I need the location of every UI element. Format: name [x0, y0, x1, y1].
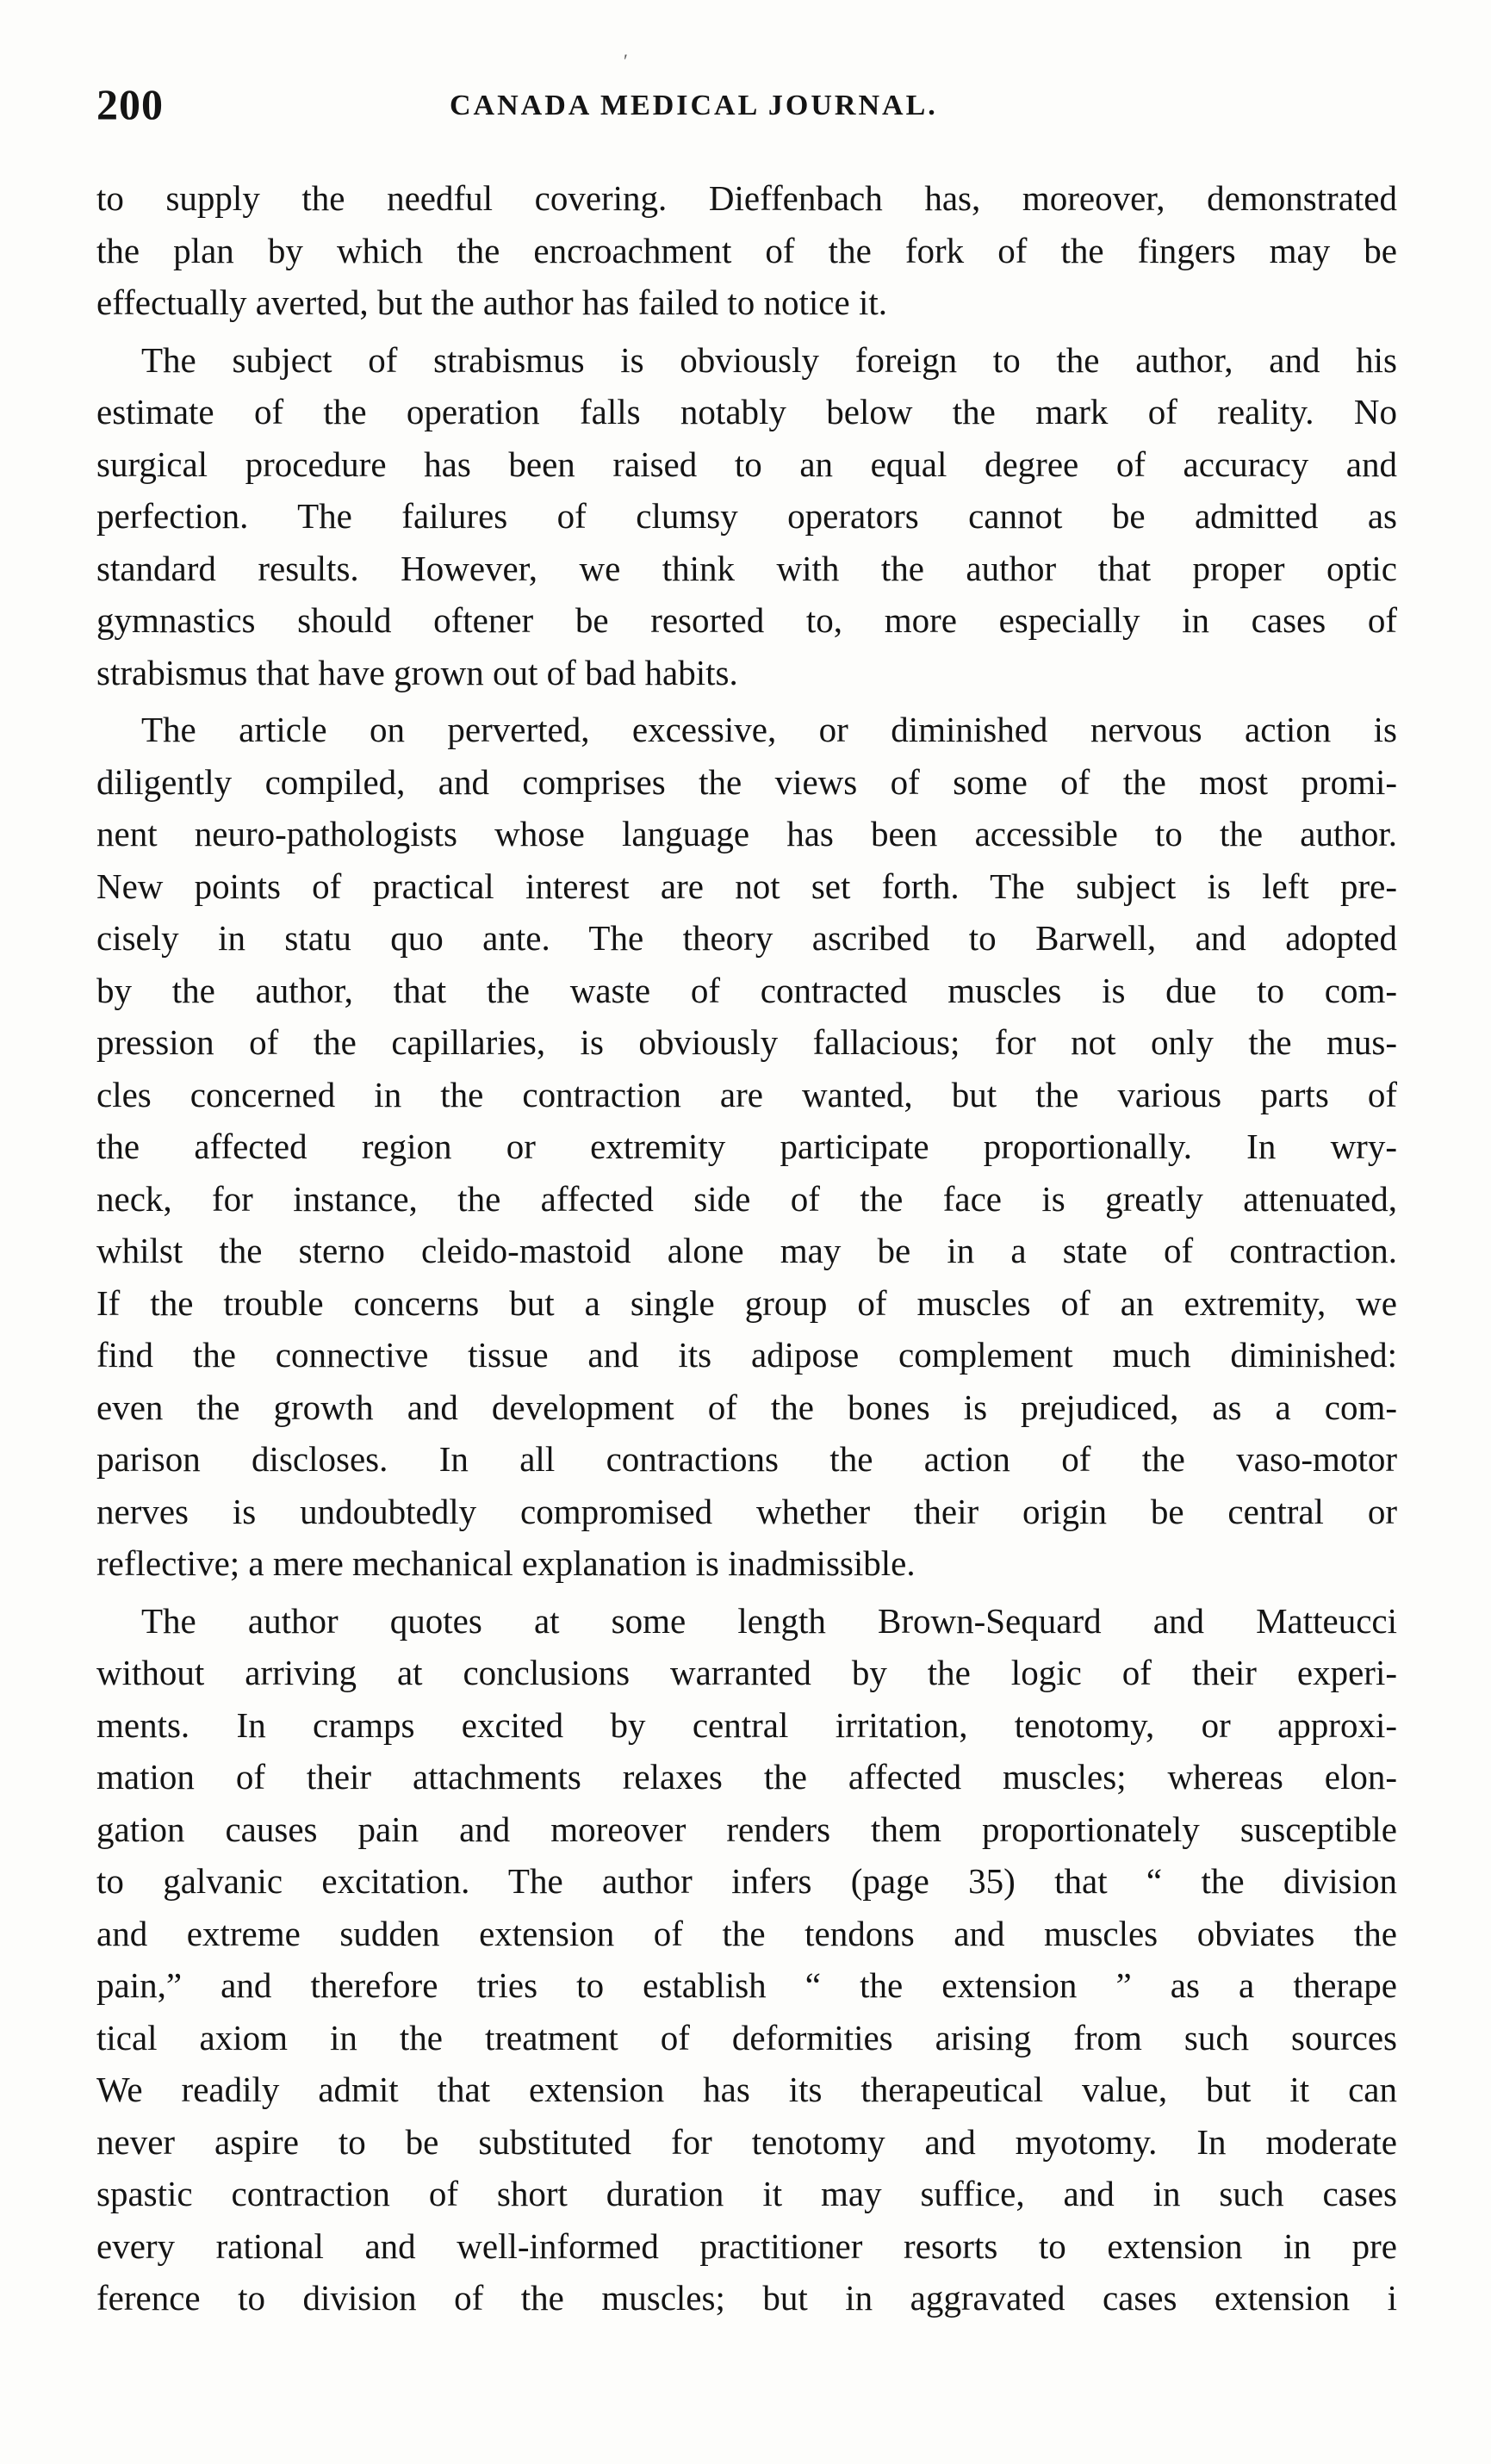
text-line: ference to division of the muscles; but in aggravated cases extension i [96, 2278, 1397, 2318]
text-line: find the connective tissue and its adipose complement much diminished: [96, 1335, 1397, 1375]
text-line: to galvanic excitation. The author infers (page 35) that “ the division [96, 1861, 1397, 1901]
text-line: The subject of strabismus is obviously foreign to the author, and his [141, 339, 1397, 380]
text-line: never aspire to be substituted for tenotomy and myotomy. In moderate [96, 2121, 1397, 2162]
text-line: to supply the needful covering. Dieffenbach has, moreover, demonstrated [96, 178, 1397, 218]
text-line: cles concerned in the contraction are wanted, but the various parts of [96, 1074, 1397, 1114]
text-line: strabismus that have grown out of bad habits. [96, 652, 738, 692]
article-body [96, 172, 1397, 2324]
text-line: parison discloses. In all contractions the action of the vaso-motor [96, 1439, 1397, 1479]
text-line: effectually averted, but the author has failed to notice it. [96, 282, 887, 322]
text-line: reflective; a mere mechanical explanation is inadmissible. [96, 1543, 916, 1583]
text-line: whilst the sterno cleido-mastoid alone may be in a state of contraction. [96, 1231, 1397, 1270]
paragraph [96, 1595, 1397, 2324]
scan-mark: ′ [624, 50, 628, 71]
text-line: We readily admit that extension has its therapeutical value, but it can [96, 2070, 1397, 2109]
text-line: mation of their attachments relaxes the affected muscles; whereas elon- [96, 1757, 1397, 1797]
paragraph [96, 704, 1397, 1590]
text-line: nent neuro-pathologists whose language has been accessible to the author. [96, 814, 1397, 853]
journal-title: CANADA MEDICAL JOURNAL. [450, 90, 938, 121]
text-line: The author quotes at some length Brown-Sequard and Matteucci [141, 1600, 1397, 1641]
text-line: tical axiom in the treatment of deformities arising from such sources [96, 2017, 1397, 2057]
paragraph [96, 172, 1397, 329]
text-line: surgical procedure has been raised to an equal degree of accuracy and [96, 444, 1397, 484]
text-line: spastic contraction of short duration it may suffice, and in such cases [96, 2174, 1397, 2213]
text-line: neck, for instance, the affected side of the face is greatly attenuated, [96, 1178, 1397, 1219]
text-line: the plan by which the encroachment of the fork of the fingers may be [96, 230, 1397, 270]
text-line: the affected region or extremity participate proportionally. In wry- [96, 1126, 1397, 1166]
running-head [96, 79, 1406, 148]
paragraph [96, 334, 1397, 699]
text-line: estimate of the operation falls notably below the mark of reality. No [96, 392, 1397, 431]
text-line: gymnastics should oftener be resorted to, more especially in cases of [96, 600, 1397, 640]
page-number: 200 [96, 80, 164, 128]
text-line: nerves is undoubtedly compromised whether their origin be central or [96, 1491, 1397, 1531]
text-line: cisely in statu quo ante. The theory ascribed to Barwell, and adopted [96, 918, 1397, 958]
text-line: pression of the capillaries, is obviously fallacious; for not only the mus- [96, 1022, 1397, 1062]
text-line: pain,” and therefore tries to establish “ the extension ” as a therape [96, 1965, 1397, 2005]
text-line: without arriving at conclusions warranted by the logic of their experi- [96, 1653, 1397, 1692]
text-line: New points of practical interest are not set forth. The subject is left pre- [96, 866, 1397, 906]
text-line: by the author, that the waste of contracted muscles is due to com- [96, 970, 1397, 1010]
text-line: The article on perverted, excessive, or diminished nervous action is [141, 710, 1397, 749]
text-line: If the trouble concerns but a single group of muscles of an extremity, we [96, 1282, 1397, 1323]
text-line: standard results. However, we think with the author that proper optic [96, 548, 1397, 588]
text-line: diligently compiled, and comprises the views of some of the most promi- [96, 761, 1397, 802]
text-line: even the growth and development of the bones is prejudiced, as a com- [96, 1387, 1397, 1427]
text-line: gation causes pain and moreover renders them proportionately susceptible [96, 1809, 1397, 1849]
text-line: and extreme sudden extension of the tendons and muscles obviates the [96, 1913, 1397, 1953]
text-line: ments. In cramps excited by central irritation, tenotomy, or approxi- [96, 1704, 1397, 1745]
text-line: perfection. The failures of clumsy operators cannot be admitted as [96, 496, 1397, 536]
text-line: every rational and well-informed practitioner resorts to extension in pre [96, 2225, 1397, 2266]
